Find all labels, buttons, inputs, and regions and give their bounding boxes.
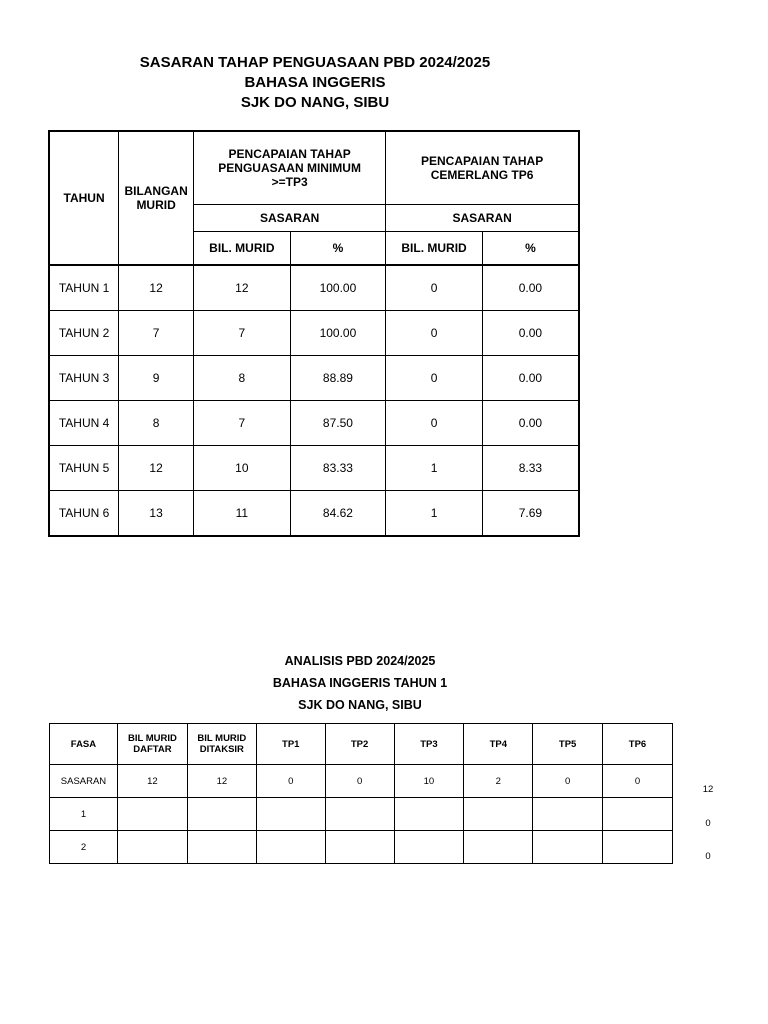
col-header-bil-murid-daftar: BIL MURID DAFTAR	[117, 724, 187, 765]
cell	[325, 798, 394, 831]
cell: 100.00	[290, 311, 386, 356]
subheader-bil-murid-minimum: BIL. MURID	[194, 231, 291, 265]
cell: 8.33	[482, 446, 579, 491]
cell: 7.69	[482, 491, 579, 537]
side-value: 0	[705, 851, 711, 862]
cell: 1	[386, 446, 483, 491]
analysis-title	[200, 650, 520, 716]
cell: 0	[533, 765, 603, 798]
table-row	[50, 765, 673, 798]
cell: 0	[325, 765, 394, 798]
table-row	[49, 401, 579, 446]
col-header-tp3: TP3	[394, 724, 464, 765]
cell: TAHUN 3	[49, 356, 119, 401]
cell: 12	[119, 446, 194, 491]
cell: 87.50	[290, 401, 386, 446]
cell: 84.62	[290, 491, 386, 537]
title-line-2: BAHASA INGGERIS	[244, 74, 386, 91]
col-header-tp5: TP5	[533, 724, 603, 765]
cell: 0.00	[482, 311, 579, 356]
cell	[603, 831, 673, 864]
table-row	[49, 491, 579, 537]
cell	[256, 831, 325, 864]
cell: 7	[119, 311, 194, 356]
cell	[394, 798, 464, 831]
analysis-title-line-1: ANALISIS PBD 2024/2025	[284, 654, 436, 668]
table-row	[49, 311, 579, 356]
cell: 1	[386, 491, 483, 537]
col-header-cemerlang: PENCAPAIAN TAHAP CEMERLANG TP6	[386, 131, 579, 204]
cell	[603, 798, 673, 831]
cell: 0	[386, 356, 483, 401]
cell: TAHUN 4	[49, 401, 119, 446]
sasaran-header-cemerlang: SASARAN	[386, 204, 579, 231]
cell: 12	[194, 265, 291, 311]
table-row	[49, 446, 579, 491]
col-header-tp4: TP4	[464, 724, 533, 765]
cell	[394, 831, 464, 864]
cell: 0	[256, 765, 325, 798]
col-header-bilangan-murid: BILANGAN MURID	[119, 131, 194, 265]
cell: TAHUN 2	[49, 311, 119, 356]
table-row	[50, 798, 673, 831]
cell	[464, 798, 533, 831]
cell: 0	[603, 765, 673, 798]
side-value: 0	[705, 818, 711, 829]
cell: 0.00	[482, 356, 579, 401]
cell: 12	[187, 765, 256, 798]
cell	[187, 831, 256, 864]
cell: TAHUN 6	[49, 491, 119, 537]
cell: 13	[119, 491, 194, 537]
cell: TAHUN 1	[49, 265, 119, 311]
subheader-bil-murid-cemerlang: BIL. MURID	[386, 231, 483, 265]
analysis-title-line-3: SJK DO NANG, SIBU	[298, 698, 422, 712]
cell: 8	[119, 401, 194, 446]
cell: 7	[194, 401, 291, 446]
cell	[117, 831, 187, 864]
cell: 88.89	[290, 356, 386, 401]
cell: TAHUN 5	[49, 446, 119, 491]
cell	[533, 831, 603, 864]
col-header-tahun: TAHUN	[49, 131, 119, 265]
sasaran-header-minimum: SASARAN	[194, 204, 386, 231]
subheader-percent-minimum: %	[290, 231, 386, 265]
cell	[256, 798, 325, 831]
cell: 12	[119, 265, 194, 311]
cell	[533, 798, 603, 831]
table-row	[49, 265, 579, 311]
target-table	[48, 130, 580, 537]
side-value: 12	[702, 784, 714, 795]
cell: SASARAN	[50, 765, 118, 798]
cell: 9	[119, 356, 194, 401]
table-row	[49, 356, 579, 401]
cell	[464, 831, 533, 864]
col-header-tp2: TP2	[325, 724, 394, 765]
cell: 0	[386, 265, 483, 311]
cell: 0	[386, 401, 483, 446]
cell: 12	[117, 765, 187, 798]
cell: 2	[50, 831, 118, 864]
col-header-bil-murid-ditaksir: BIL MURID DITAKSIR	[187, 724, 256, 765]
analysis-title-line-2: BAHASA INGGERIS TAHUN 1	[272, 676, 448, 690]
title-line-3: SJK DO NANG, SIBU	[240, 94, 390, 111]
analysis-table	[49, 723, 673, 864]
report-title	[60, 53, 570, 113]
cell: 0.00	[482, 265, 579, 311]
col-header-minimum: PENCAPAIAN TAHAP PENGUASAAN MINIMUM >=TP3	[194, 131, 386, 204]
cell: 1	[50, 798, 118, 831]
table-row	[50, 831, 673, 864]
cell: 7	[194, 311, 291, 356]
cell	[187, 798, 256, 831]
cell: 2	[464, 765, 533, 798]
cell: 83.33	[290, 446, 386, 491]
cell: 10	[394, 765, 464, 798]
cell: 0.00	[482, 401, 579, 446]
cell: 0	[386, 311, 483, 356]
col-header-fasa: FASA	[50, 724, 118, 765]
col-header-tp1: TP1	[256, 724, 325, 765]
title-line-1: SASARAN TAHAP PENGUASAAN PBD 2024/2025	[139, 54, 491, 71]
cell: 100.00	[290, 265, 386, 311]
col-header-tp6: TP6	[603, 724, 673, 765]
cell: 10	[194, 446, 291, 491]
cell	[117, 798, 187, 831]
table-header-row	[50, 724, 673, 765]
cell	[325, 831, 394, 864]
cell: 8	[194, 356, 291, 401]
cell: 11	[194, 491, 291, 537]
subheader-percent-cemerlang: %	[482, 231, 579, 265]
